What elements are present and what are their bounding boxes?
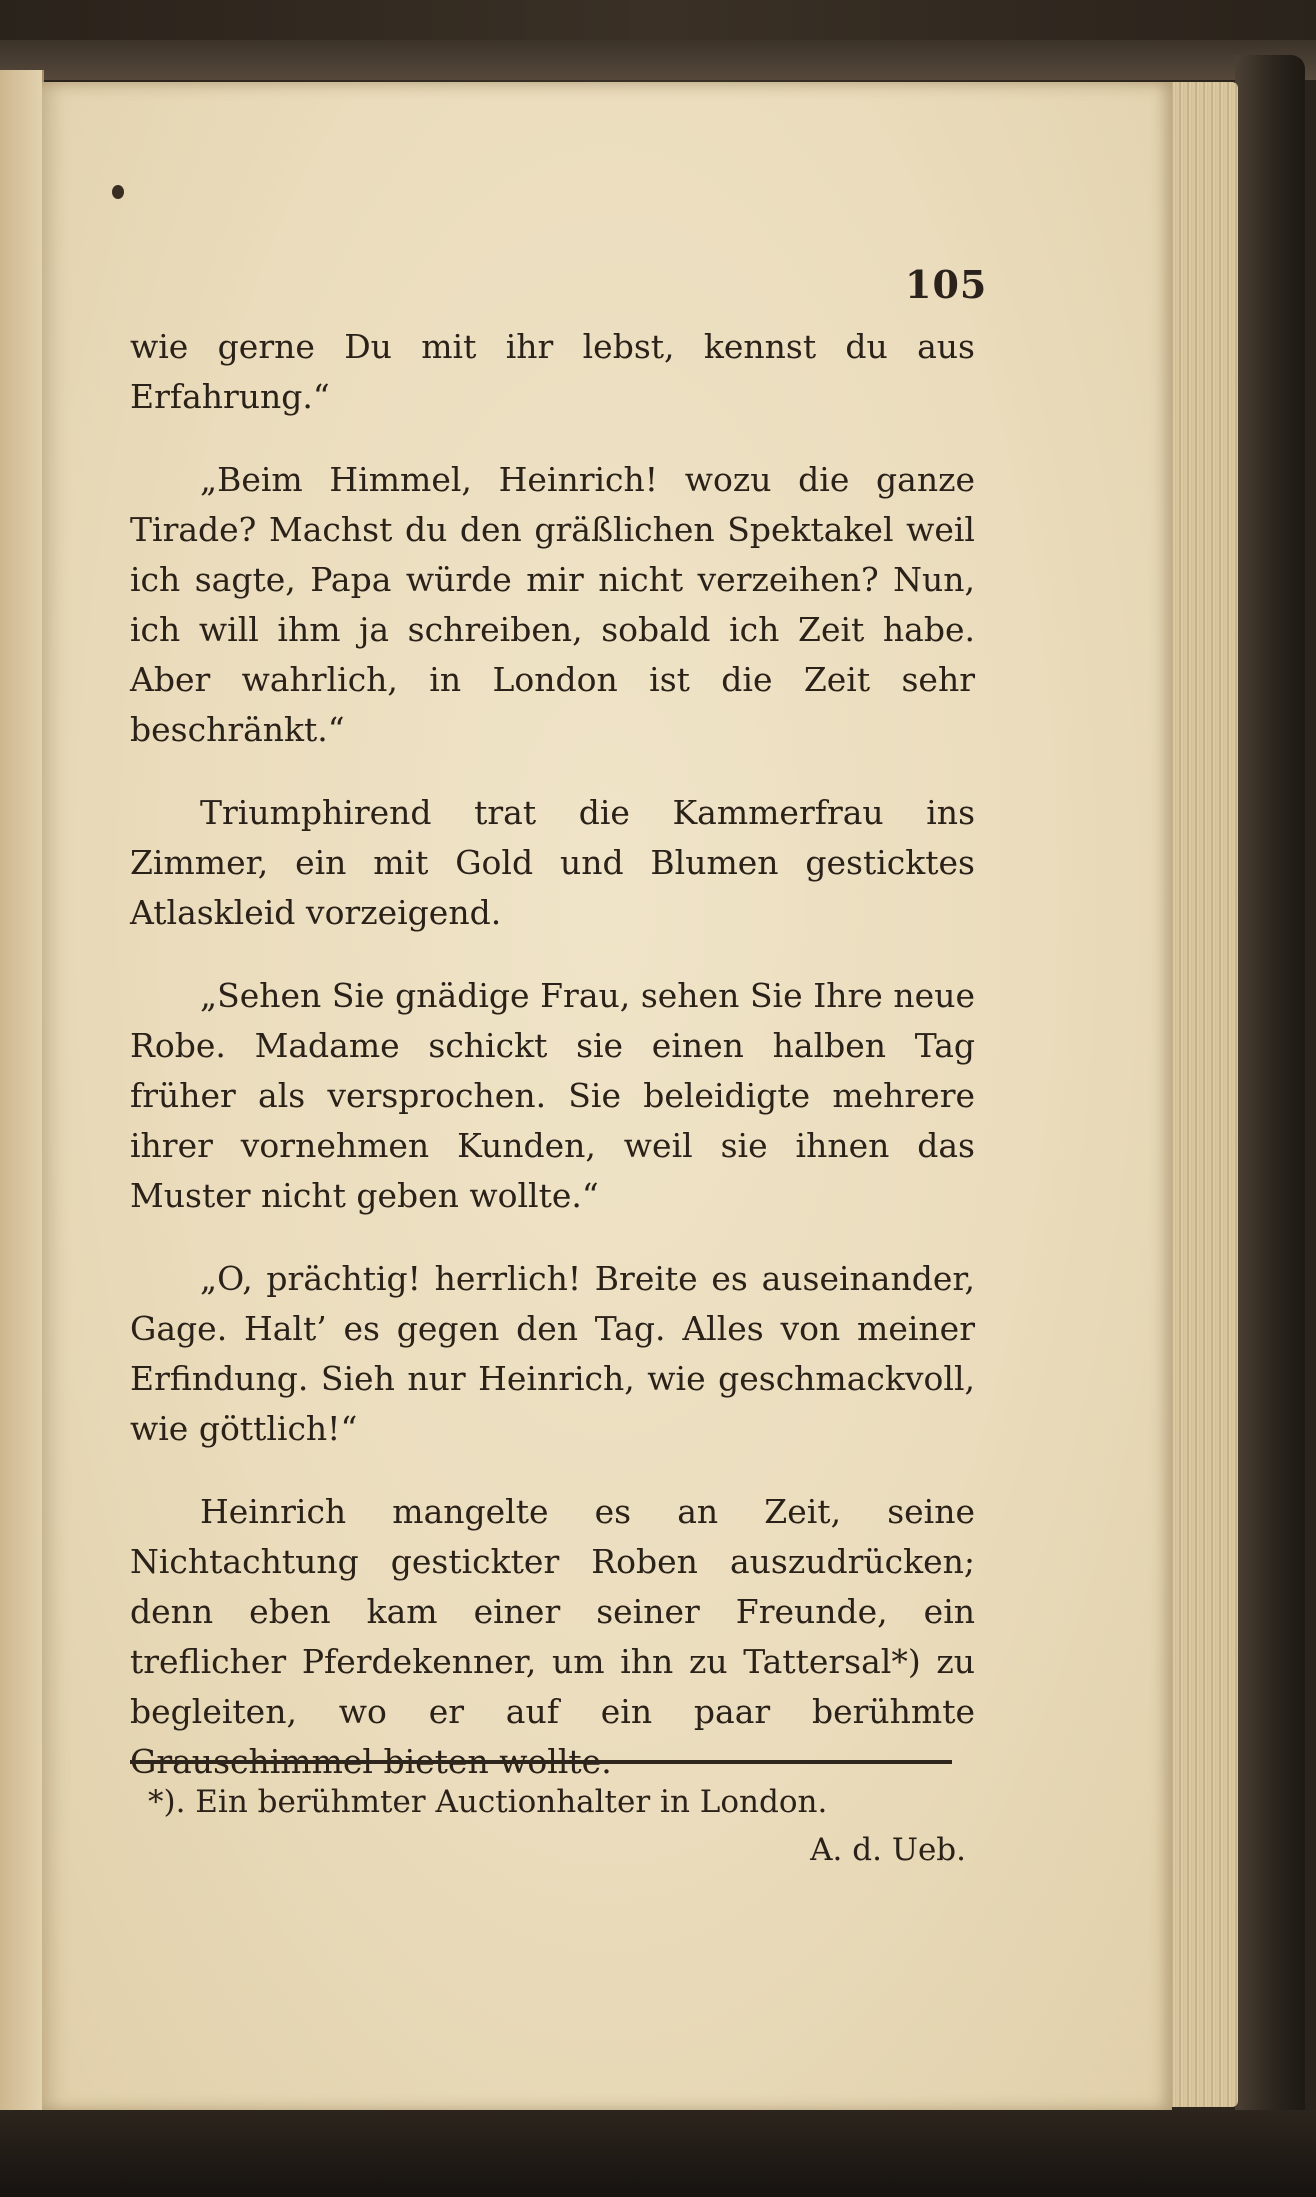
book-cover-top <box>0 40 1316 80</box>
paragraph: Triumphirend trat die Kammerfrau ins Zimmer, ein mit Gold und Blumen gesticktes Atlaskleid vorzeigend. <box>130 793 975 932</box>
book-cover-bottom <box>0 2110 1316 2197</box>
paragraph: Heinrich mangelte es an Zeit, seine Nichtachtung gestickter Roben auszudrücken; denn eben kam einer seiner Freunde, ein treflicher Pferdekenner, um ihn zu Tattersal*) zu begleiten, wo er auf ein paar berühmte Grauschimmel bieten wollte. <box>130 1492 975 1781</box>
body-text <box>130 322 975 1820</box>
paragraph: „Sehen Sie gnädige Frau, sehen Sie Ihre neue Robe. Madame schickt sie einen halben Tag früher als versprochen. Sie beleidigte mehrere ihrer vornehmen Kunden, weil sie ihnen das Muster nicht geben wollte.“ <box>130 976 975 1215</box>
book-cover-right <box>1235 55 1305 2130</box>
paragraph: „Beim Himmel, Heinrich! wozu die ganze Tirade? Machst du den gräßlichen Spektakel weil ich sagte, Papa würde mir nicht verzeihen? Nun, ich will ihm ja schreiben, sobald ich Zeit habe. Aber wahrlich, in London ist die Zeit sehr beschränkt.“ <box>130 460 975 749</box>
paragraph: „O, prächtig! herrlich! Breite es auseinander, Gage. Halt’ es gegen den Tag. Alles von meiner Erfindung. Sieh nur Heinrich, wie geschmackvoll, wie göttlich!“ <box>130 1259 975 1448</box>
page-number: 105 <box>905 262 988 307</box>
left-page-edge <box>0 70 44 2130</box>
ink-dot <box>112 185 124 199</box>
paragraph: wie gerne Du mit ihr lebst, kennst du aus Erfahrung.“ <box>130 327 975 416</box>
footnote-signature: A. d. Ueb. <box>810 1832 966 1868</box>
footnote-text: *). Ein berühmter Auctionhalter in London. <box>148 1784 828 1820</box>
footnote <box>148 1778 978 1874</box>
footnote-rule <box>130 1760 952 1764</box>
